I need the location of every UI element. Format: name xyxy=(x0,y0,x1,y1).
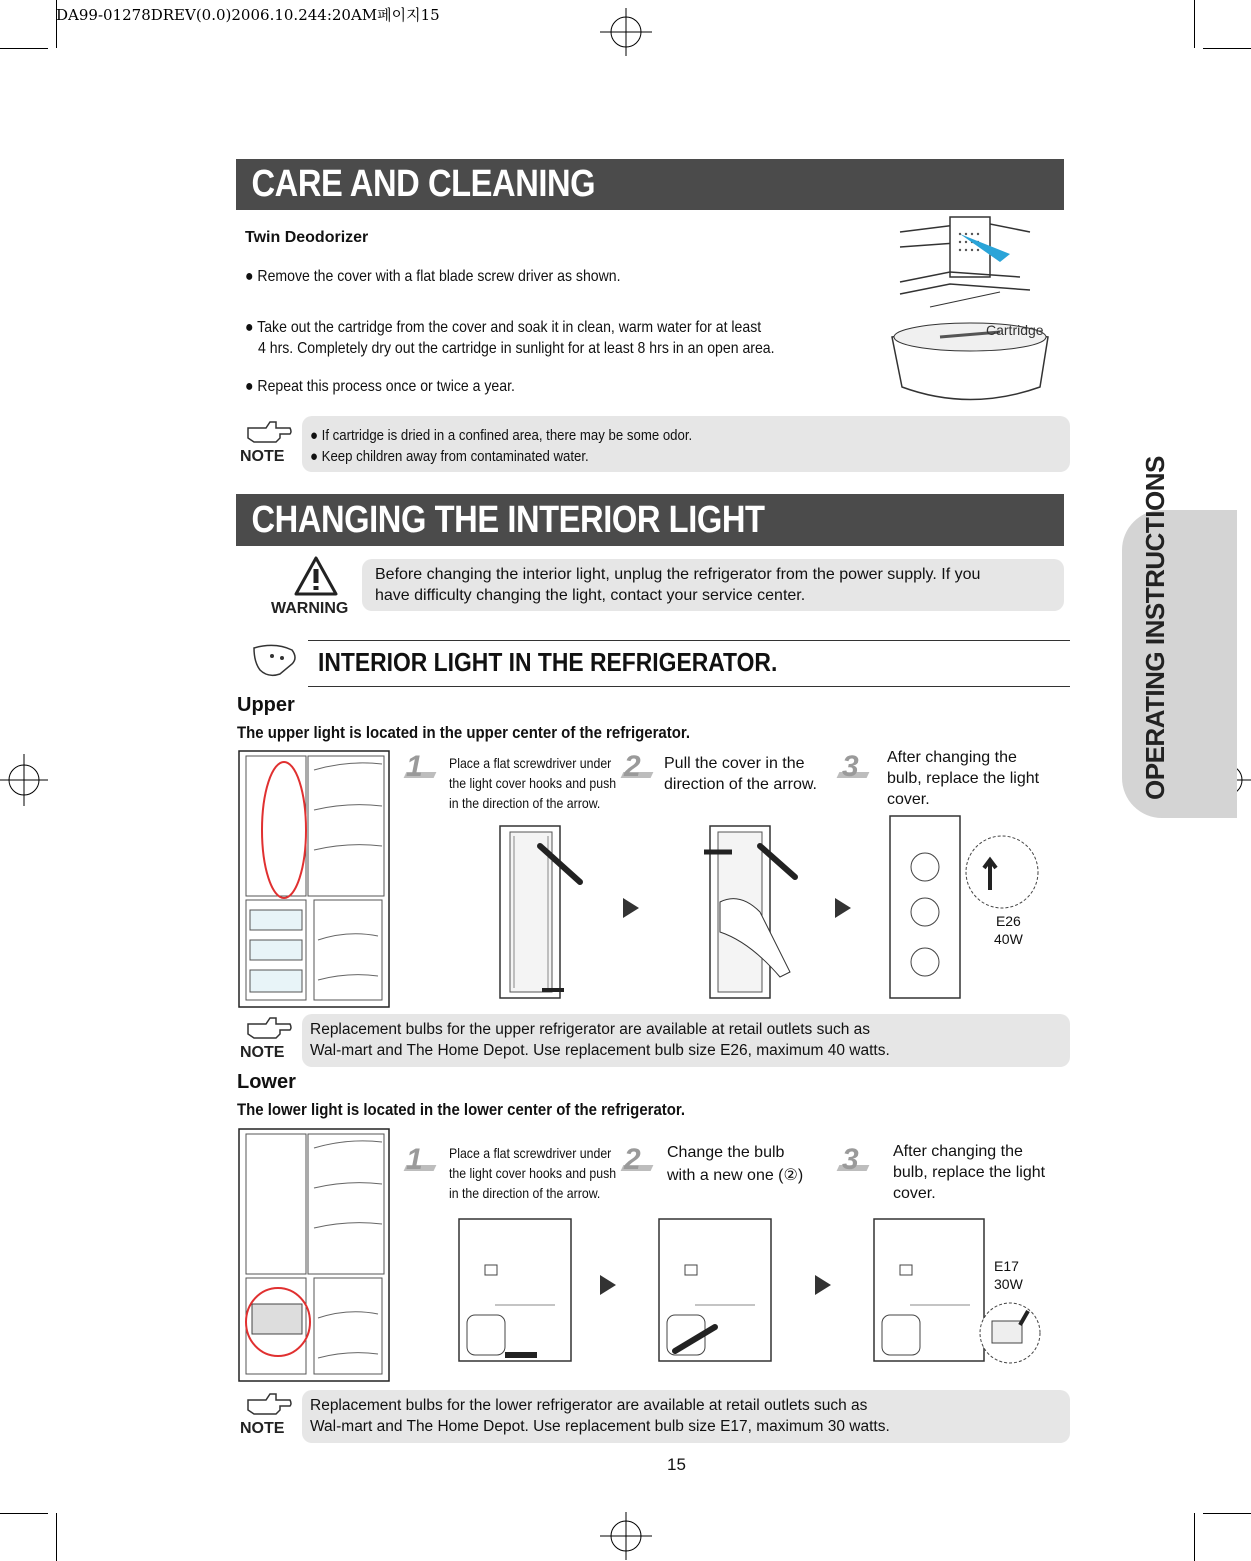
note-label: NOTE xyxy=(240,448,285,465)
upper-step1-illustration xyxy=(480,822,590,1002)
step-text: Change the bulb with a new one (②) xyxy=(667,1144,804,1184)
upper-step2-illustration xyxy=(700,822,810,1002)
section-rule xyxy=(308,640,1070,641)
step-number: 3 xyxy=(842,750,859,783)
registration-mark xyxy=(600,1512,652,1560)
next-arrow-icon xyxy=(600,1275,616,1295)
warning-label: WARNING xyxy=(271,600,349,617)
step-text: After changing the bulb, replace the light cover. xyxy=(893,1143,1046,1202)
lower-note-text: Replacement bulbs for the lower refrigerator are available at retail outlets such as xyxy=(310,1397,868,1414)
tip-hand-icon xyxy=(250,640,300,680)
pointing-hand-icon xyxy=(246,418,294,446)
print-header: DA99-01278DREV(0.0)2006.10.244:20AM페이지15 xyxy=(56,6,440,24)
upper-note-text: Replacement bulbs for the upper refrigerator are available at retail outlets such as xyxy=(310,1021,871,1038)
care-bullet: ● Remove the cover with a flat blade screw driver as shown. xyxy=(245,268,621,285)
care-banner xyxy=(236,159,1064,210)
crop-mark xyxy=(0,48,48,49)
upper-desc: The upper light is located in the upper center of the refrigerator. xyxy=(237,723,691,742)
upper-fridge-illustration xyxy=(238,750,390,1008)
step-number: 1 xyxy=(406,1143,423,1176)
step-text: Place a flat screwdriver under the light cover hooks and push in the direction of the arrow. xyxy=(449,1145,617,1201)
note-label: NOTE xyxy=(240,1420,285,1437)
step-number: 2 xyxy=(624,1143,641,1176)
upper-heading: Upper xyxy=(237,694,295,716)
care-note-item: ● If cartridge is dried in a confined area, there may be some odor. xyxy=(310,427,693,444)
care-bullet: ● Repeat this process once or twice a year. xyxy=(245,378,515,395)
crop-mark xyxy=(1194,0,1195,48)
lower-note-text: Wal-mart and The Home Depot. Use replacement bulb size E17, maximum 30 watts. xyxy=(310,1418,890,1435)
section-title: INTERIOR LIGHT IN THE REFRIGERATOR. xyxy=(318,647,778,677)
light-title: CHANGING THE INTERIOR LIGHT xyxy=(251,499,765,541)
lower-fridge-illustration xyxy=(238,1128,390,1382)
upper-bulb-spec: E26 40W xyxy=(994,913,1023,947)
cartridge-label: Cartridge xyxy=(986,322,1044,338)
pointing-hand-icon xyxy=(246,1014,294,1042)
next-arrow-icon xyxy=(815,1275,831,1295)
lower-step3-illustration xyxy=(870,1215,1050,1365)
deodorizer-subtitle: Twin Deodorizer xyxy=(245,229,369,246)
step-text: Pull the cover in the direction of the arrow. xyxy=(664,755,817,793)
step-number: 1 xyxy=(406,750,423,783)
upper-step3-illustration xyxy=(880,812,1050,1002)
registration-mark xyxy=(600,8,652,56)
warning-text: have difficulty changing the light, contact your service center. xyxy=(375,587,806,604)
lower-bulb-spec: E17 30W xyxy=(994,1258,1023,1292)
warning-text: Before changing the interior light, unplug the refrigerator from the power supply. If you xyxy=(375,566,981,583)
step-text: Place a flat screwdriver under the light cover hooks and push in the direction of the arrow. xyxy=(449,755,617,811)
care-bullet: ● Take out the cartridge from the cover and soak it in clean, warm water for at least xyxy=(245,319,762,336)
crop-mark xyxy=(1203,1513,1251,1514)
page-number: 15 xyxy=(667,1455,686,1474)
section-rule xyxy=(308,686,1070,687)
step-text: After changing the bulb, replace the light cover. xyxy=(887,749,1040,808)
pointing-hand-icon xyxy=(246,1390,294,1418)
care-note-item: ● Keep children away from contaminated water. xyxy=(310,448,589,465)
upper-note-text: Wal-mart and The Home Depot. Use replacement bulb size E26, maximum 40 watts. xyxy=(310,1042,890,1059)
warning-icon xyxy=(294,556,338,596)
next-arrow-icon xyxy=(835,898,851,918)
crop-mark xyxy=(1194,1513,1195,1561)
lower-heading: Lower xyxy=(237,1071,296,1093)
step-number: 2 xyxy=(624,750,641,783)
lower-step1-illustration xyxy=(455,1215,575,1365)
note-label: NOTE xyxy=(240,1044,285,1061)
side-tab-label: OPERATING INSTRUCTIONS xyxy=(1140,456,1170,800)
light-banner xyxy=(236,494,1064,546)
care-bullet-cont: 4 hrs. Completely dry out the cartridge in sunlight for at least 8 hrs in an open area. xyxy=(258,340,775,357)
step-number: 3 xyxy=(842,1143,859,1176)
deodorizer-illustration xyxy=(890,212,1050,412)
care-title: CARE AND CLEANING xyxy=(251,163,596,205)
crop-mark xyxy=(0,1513,48,1514)
crop-mark xyxy=(1203,48,1251,49)
registration-mark xyxy=(0,754,48,806)
lower-step2-illustration xyxy=(655,1215,775,1365)
next-arrow-icon xyxy=(623,898,639,918)
lower-desc: The lower light is located in the lower center of the refrigerator. xyxy=(237,1100,686,1119)
crop-mark xyxy=(56,1513,57,1561)
